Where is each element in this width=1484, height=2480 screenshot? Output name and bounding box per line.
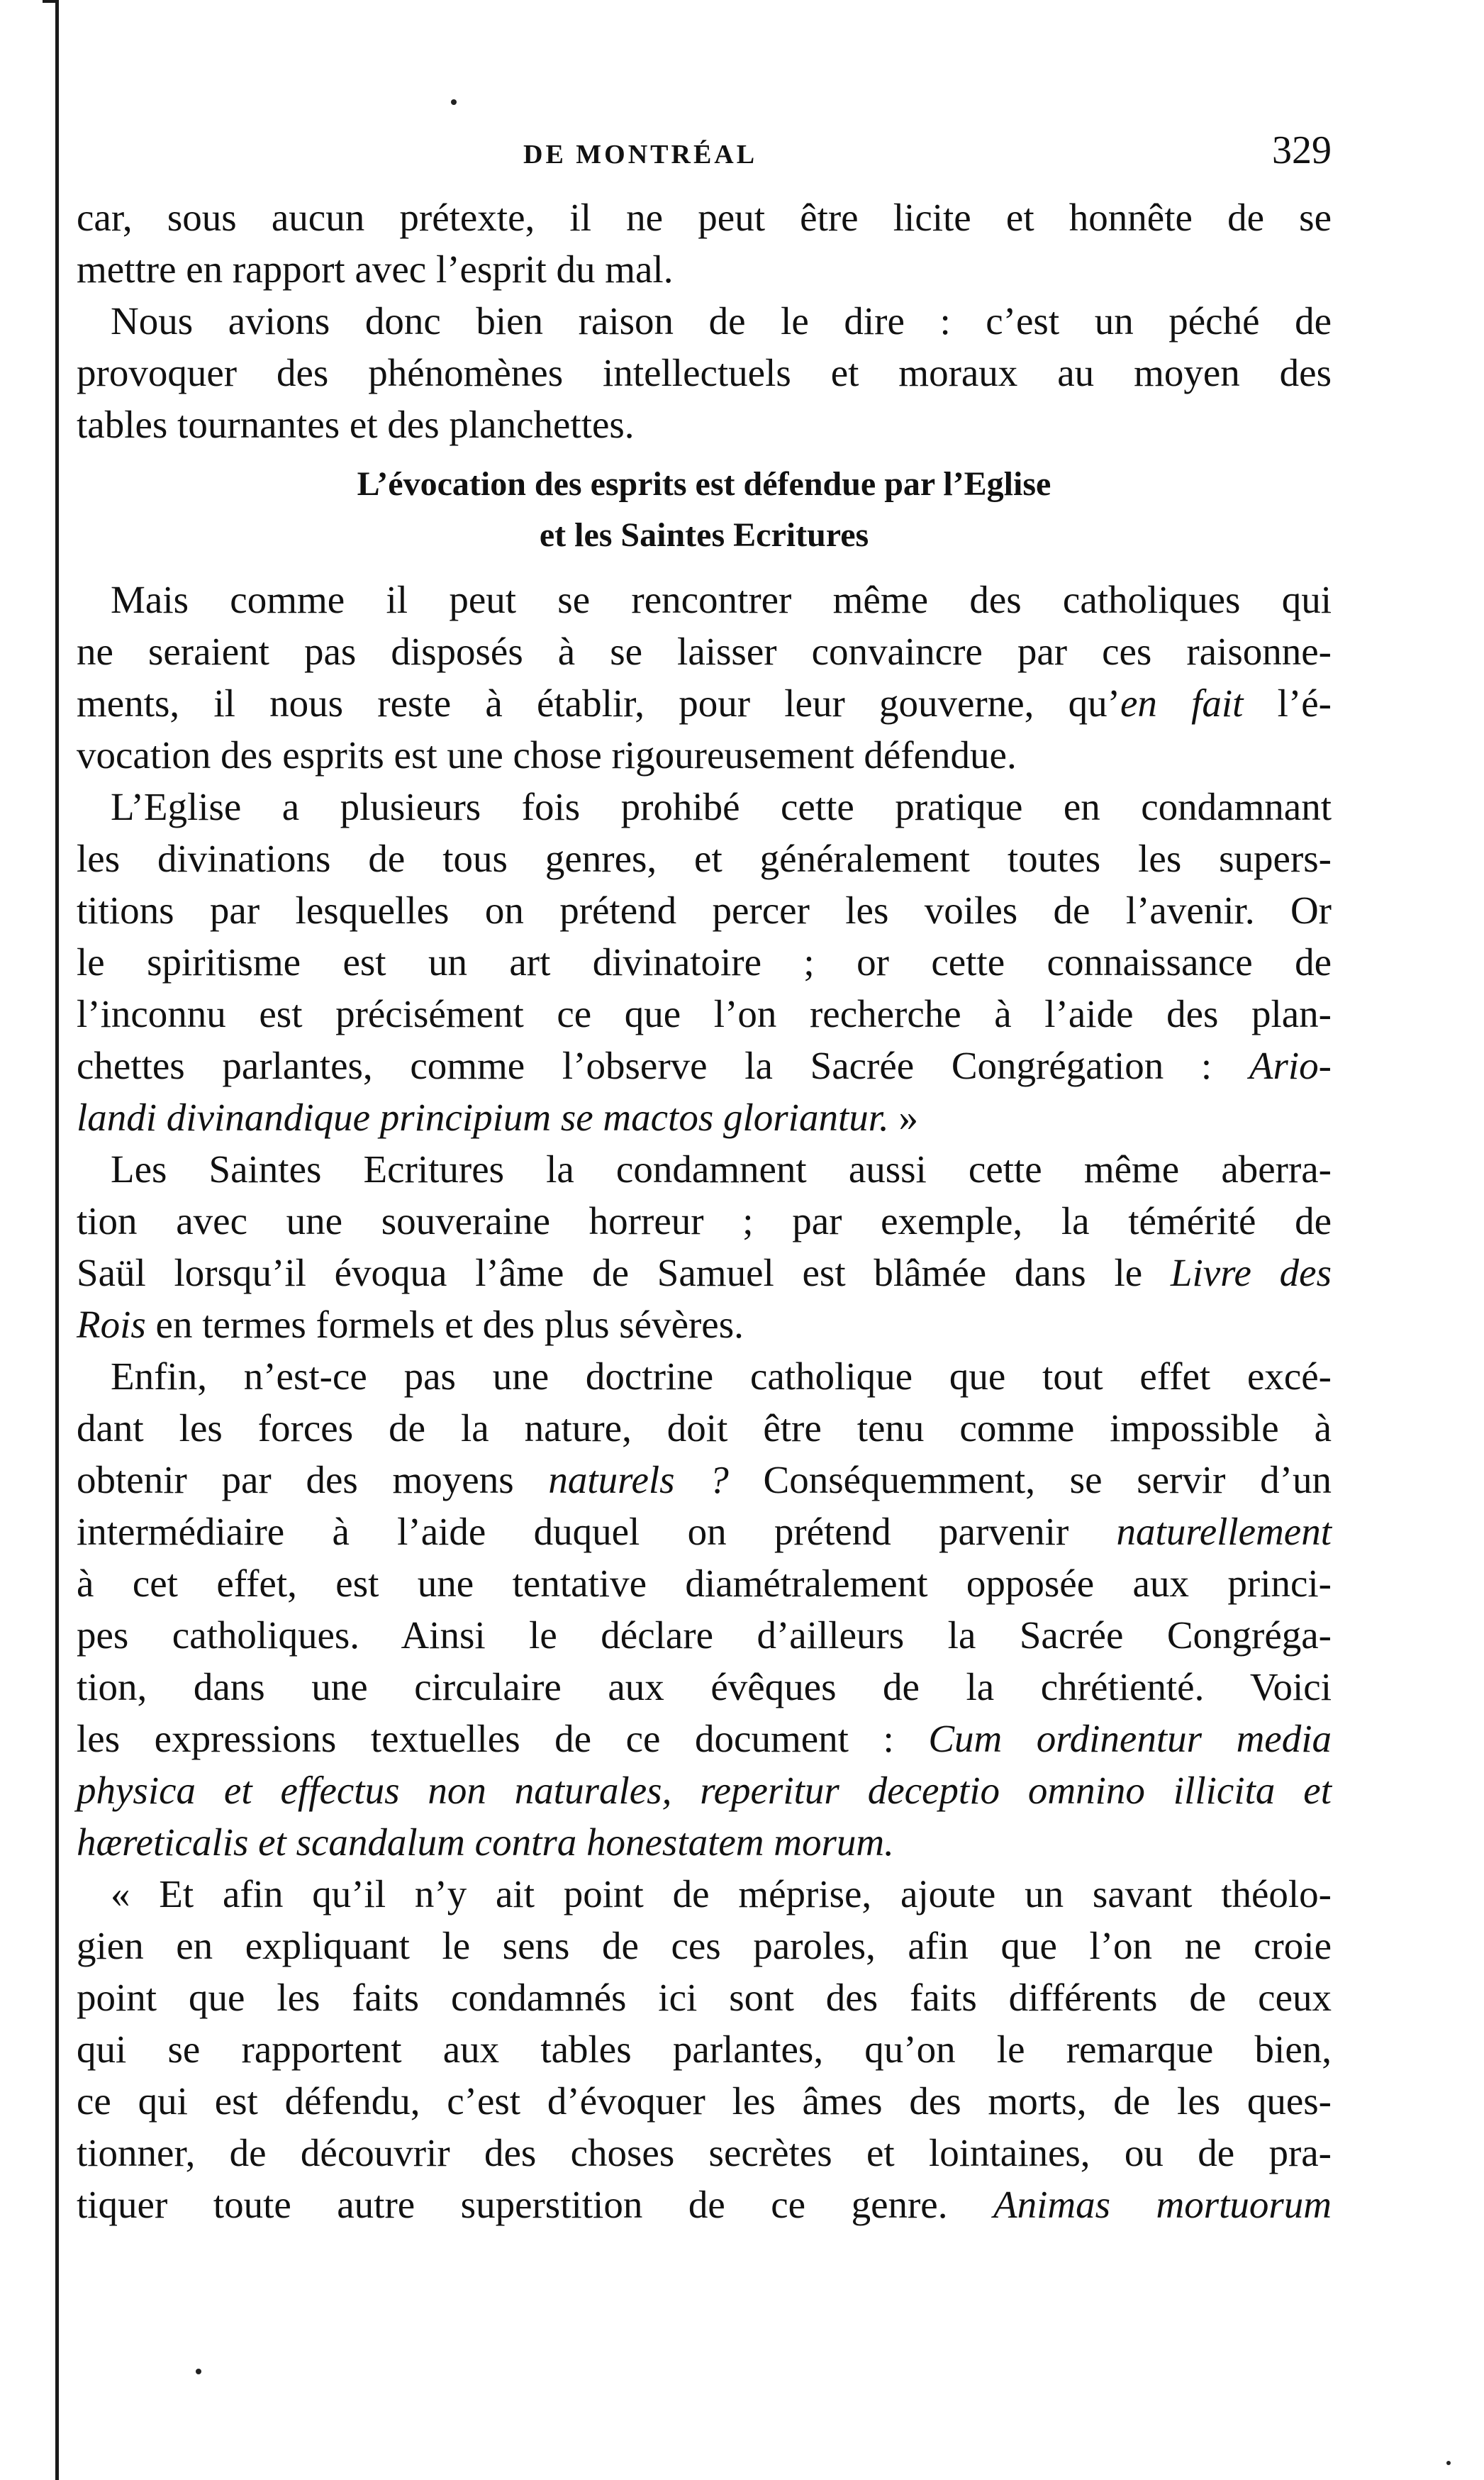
text-line: « Et afin qu’il n’y ait point de méprise, ajoute un savant théolo-: [111, 1872, 1332, 1915]
paragraph-6: [77, 1868, 1332, 2230]
section-heading-line: et les Saintes Ecritures: [539, 516, 869, 554]
text-run: l’é-: [1243, 682, 1332, 725]
text-run: chettes parlantes, comme l’observe la Sacrée Congrégation :: [77, 1044, 1249, 1087]
text-run: Conséquemment, se servir d’un: [728, 1458, 1332, 1501]
text-run: intermédiaire à l’aide duquel on prétend parvenir: [77, 1510, 1117, 1553]
text-line: vocation des esprits est une chose rigoureusement défendue.: [77, 733, 1017, 777]
section-heading-line: L’évocation des esprits est défendue par l’Eglise: [357, 465, 1051, 503]
italic-run: Rois: [77, 1303, 146, 1346]
text-line: les divinations de tous genres, et généralement toutes les supers-: [77, 837, 1332, 880]
text-line: Enfin, n’est-ce pas une doctrine catholique que tout effet excé-: [111, 1355, 1332, 1398]
page-number: 329: [1272, 128, 1332, 172]
page-gutter-rule: [55, 0, 59, 2480]
paragraph-3: [77, 781, 1332, 1143]
italic-run: landi divinandique principium se mactos gloriantur.: [77, 1096, 889, 1139]
text-line: [77, 1299, 1332, 1350]
italic-run: Cum ordinentur media: [928, 1717, 1332, 1760]
book-page: [77, 121, 1332, 2230]
text-line: [77, 1816, 1332, 1868]
text-line: [77, 677, 1332, 729]
section-heading: [77, 459, 1332, 561]
text-line: L’Eglise a plusieurs fois prohibé cette pratique en condamnant: [111, 785, 1332, 828]
italic-run: naturellement: [1116, 1510, 1332, 1553]
text-line: [77, 1247, 1332, 1299]
paragraph-2: [77, 574, 1332, 781]
text-line: point que les faits condamnés ici sont des faits différents de ceux: [77, 1976, 1332, 2019]
text-line: Mais comme il peut se rencontrer même des catholiques qui: [111, 578, 1332, 621]
text-line: tionner, de découvrir des choses secrètes et lointaines, ou de pra-: [77, 2131, 1332, 2174]
print-speck: [1446, 2461, 1451, 2465]
paragraph-4: [77, 1143, 1332, 1350]
text-line: gien en expliquant le sens de ces paroles, afin que l’on ne croie: [77, 1924, 1332, 1967]
text-line: car, sous aucun prétexte, il ne peut être licite et honnête de se: [77, 196, 1332, 239]
text-line: l’inconnu est précisément ce que l’on recherche à l’aide des plan-: [77, 992, 1332, 1035]
text-run: les expressions textuelles de ce document :: [77, 1717, 929, 1760]
italic-run: hæreticalis et scandalum contra honestatem morum.: [77, 1820, 894, 1864]
italic-run: naturels ?: [548, 1458, 729, 1501]
text-line: [77, 1454, 1332, 1506]
text-line: [77, 1764, 1332, 1816]
text-line: titions par lesquelles on prétend percer les voiles de l’avenir. Or: [77, 889, 1332, 932]
text-line: Les Saintes Ecritures la condamnent aussi cette même aberra-: [111, 1147, 1332, 1191]
text-line: le spiritisme est un art divinatoire ; or cette connaissance de: [77, 940, 1332, 984]
text-line: tables tournantes et des planchettes.: [77, 403, 635, 446]
text-line: [77, 1506, 1332, 1557]
italic-run: Animas mortuorum: [993, 2183, 1332, 2226]
italic-run: Livre des: [1170, 1251, 1332, 1294]
gutter-tick: [43, 0, 57, 3]
italic-run: en fait: [1120, 682, 1244, 725]
text-line: [77, 1713, 1332, 1764]
text-line: dant les forces de la nature, doit être tenu comme impossible à: [77, 1406, 1332, 1450]
print-speck: [451, 99, 457, 105]
paragraph-1: [77, 295, 1332, 450]
running-head-title: DE MONTRÉAL: [523, 140, 758, 169]
text-run: »: [888, 1096, 919, 1139]
text-line: ce qui est défendu, c’est d’évoquer les âmes des morts, de les ques-: [77, 2079, 1332, 2123]
text-line: tion, dans une circulaire aux évêques de la chrétienté. Voici: [77, 1665, 1332, 1708]
text-run: obtenir par des moyens: [77, 1458, 549, 1501]
text-run: ments, il nous reste à établir, pour leur gouverne, qu’: [77, 682, 1120, 725]
text-run: tiquer toute autre superstition de ce genre.: [77, 2183, 993, 2226]
text-line: ne seraient pas disposés à se laisser convaincre par ces raisonne-: [77, 630, 1332, 673]
italic-run: physica et effectus non naturales, reperitur deceptio omnino illicita et: [77, 1769, 1332, 1812]
text-line: à cet effet, est une tentative diamétralement opposée aux princi-: [77, 1562, 1332, 1605]
text-line: [77, 1040, 1332, 1091]
text-line: pes catholiques. Ainsi le déclare d’ailleurs la Sacrée Congréga-: [77, 1613, 1332, 1657]
text-line: provoquer des phénomènes intellectuels et moraux au moyen des: [77, 351, 1332, 394]
italic-run: Ario-: [1249, 1044, 1332, 1087]
print-speck: [196, 2369, 201, 2374]
text-run: Saül lorsqu’il évoqua l’âme de Samuel est blâmée dans le: [77, 1251, 1171, 1294]
paragraph-0: [77, 191, 1332, 295]
text-line: qui se rapportent aux tables parlantes, qu’on le remarque bien,: [77, 2028, 1332, 2071]
text-run: en termes formels et des plus sévères.: [145, 1303, 744, 1346]
text-line: [77, 2179, 1332, 2230]
running-head: [77, 121, 1332, 191]
text-line: Nous avions donc bien raison de le dire : c’est un péché de: [111, 299, 1332, 343]
text-line: tion avec une souveraine horreur ; par exemple, la témérité de: [77, 1199, 1332, 1242]
text-line: mettre en rapport avec l’esprit du mal.: [77, 248, 674, 291]
paragraph-5: [77, 1350, 1332, 1868]
text-line: [77, 1091, 1332, 1143]
